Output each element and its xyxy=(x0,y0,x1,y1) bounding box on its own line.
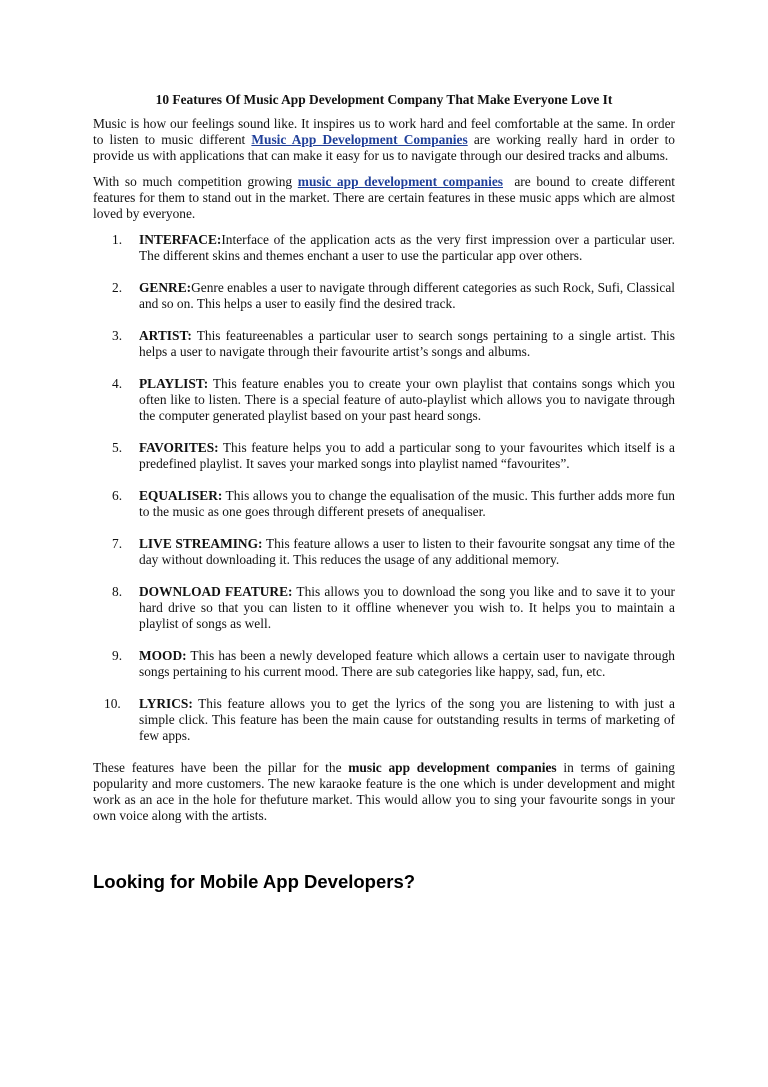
feature-item-interface xyxy=(93,232,675,264)
feature-text: This allows you to download the song you like and to save it to your hard drive so that you can listen to it offline whenever you wish to. It helps you to maintain a playlist of songs as well. xyxy=(139,584,675,631)
feature-item-live-streaming xyxy=(93,536,675,568)
feature-number: 6. xyxy=(112,488,123,503)
feature-title: LYRICS: xyxy=(139,696,193,711)
music-app-companies-link[interactable]: Music App Development Companies xyxy=(251,132,468,147)
document-title: 10 Features Of Music App Development Company That Make Everyone Love It xyxy=(155,92,613,107)
feature-item-mood xyxy=(93,648,675,680)
feature-number: 5. xyxy=(112,440,123,455)
feature-text: This feature allows you to get the lyrics of the song you are listening to with just a simple click. This feature has been the main cause for outstanding results in terms of marketing of few apps. xyxy=(139,696,675,743)
feature-title: DOWNLOAD FEATURE: xyxy=(139,584,293,599)
feature-text: This feature helps you to add a particular song to your favourites which itself is a predefined playlist. It saves your marked songs into playlist named “favourites”. xyxy=(139,440,675,471)
intro-text-before: Music is how our feelings sound like. It inspires us to work hard and feel comfortable at the same. In order to listen to music different xyxy=(93,116,675,147)
feature-text: This has been a newly developed feature which allows a certain user to navigate through songs pertaining to his current mood. There are sub categories like happy, sad, fun, etc. xyxy=(139,648,675,679)
feature-title: PLAYLIST: xyxy=(139,376,209,391)
feature-title: INTERFACE: xyxy=(139,232,222,247)
cta-heading: Looking for Mobile App Developers? xyxy=(93,871,416,892)
feature-item-favorites xyxy=(93,440,675,472)
feature-title: MOOD: xyxy=(139,648,187,663)
feature-item-equaliser xyxy=(93,488,675,520)
feature-title: ARTIST: xyxy=(139,328,192,343)
feature-text: This feature allows a user to listen to their favourite songsat any time of the day without downloading it. This reduces the usage of any additional memory. xyxy=(139,536,675,567)
closing-paragraph xyxy=(93,760,675,824)
feature-title: GENRE: xyxy=(139,280,192,295)
intro-text-after: are working really hard in order to provide us with applications that can make it easy for us to navigate through our desired tracks and albums. xyxy=(93,132,675,163)
competition-text-after: are bound to create different features for them to stand out in the market. There are certain features in these music apps which are almost loved by everyone. xyxy=(93,174,679,221)
feature-text: This featureenables a particular user to search songs pertaining to a single artist. This helps a user to navigate through their favourite artist’s songs and albums. xyxy=(139,328,675,359)
feature-number: 7. xyxy=(112,536,123,551)
feature-text: This feature enables you to create your own playlist that contains songs which you often like to listen. There is a special feature of auto-playlist which allows you to navigate through the computer generated playlist based on your past heard songs. xyxy=(139,376,675,423)
feature-item-artist xyxy=(93,328,675,360)
feature-number: 10. xyxy=(104,696,121,711)
feature-number: 3. xyxy=(112,328,123,343)
feature-number: 2. xyxy=(112,280,123,295)
feature-item-lyrics xyxy=(93,696,675,744)
feature-text: Genre enables a user to navigate through different categories as such Rock, Sufi, Classical and so on. This helps a user to easily find the desired track. xyxy=(139,280,675,311)
feature-number: 9. xyxy=(112,648,123,663)
feature-item-download xyxy=(93,584,675,632)
feature-text: Interface of the application acts as the very first impression over a particular user. The different skins and themes enchant a user to use the particular app over others. xyxy=(139,232,675,263)
features-list xyxy=(93,232,675,744)
intro-paragraph xyxy=(93,116,675,164)
feature-title: EQUALISER: xyxy=(139,488,223,503)
feature-item-playlist xyxy=(93,376,675,424)
feature-number: 4. xyxy=(112,376,123,391)
music-app-development-link[interactable]: music app development companies xyxy=(297,174,503,189)
feature-title: LIVE STREAMING: xyxy=(139,536,263,551)
feature-number: 8. xyxy=(112,584,123,599)
feature-text: This allows you to change the equalisation of the music. This further adds more fun to the music as one goes through different presets of anequaliser. xyxy=(139,488,675,519)
closing-bold-phrase: music app development companies xyxy=(348,760,557,775)
competition-paragraph xyxy=(93,174,679,222)
closing-text-before: These features have been the pillar for the xyxy=(93,760,349,775)
feature-title: FAVORITES: xyxy=(139,440,219,455)
competition-text-before: With so much competition growing xyxy=(93,174,298,189)
closing-text-after: in terms of gaining popularity and more customers. The new karaoke feature is the one which is under development and might work as an ace in the hole for thefuture market. This would allow you to sing your favourite songs in your own voice along with the artists. xyxy=(93,760,675,823)
feature-item-genre xyxy=(93,280,675,312)
feature-number: 1. xyxy=(112,232,123,247)
